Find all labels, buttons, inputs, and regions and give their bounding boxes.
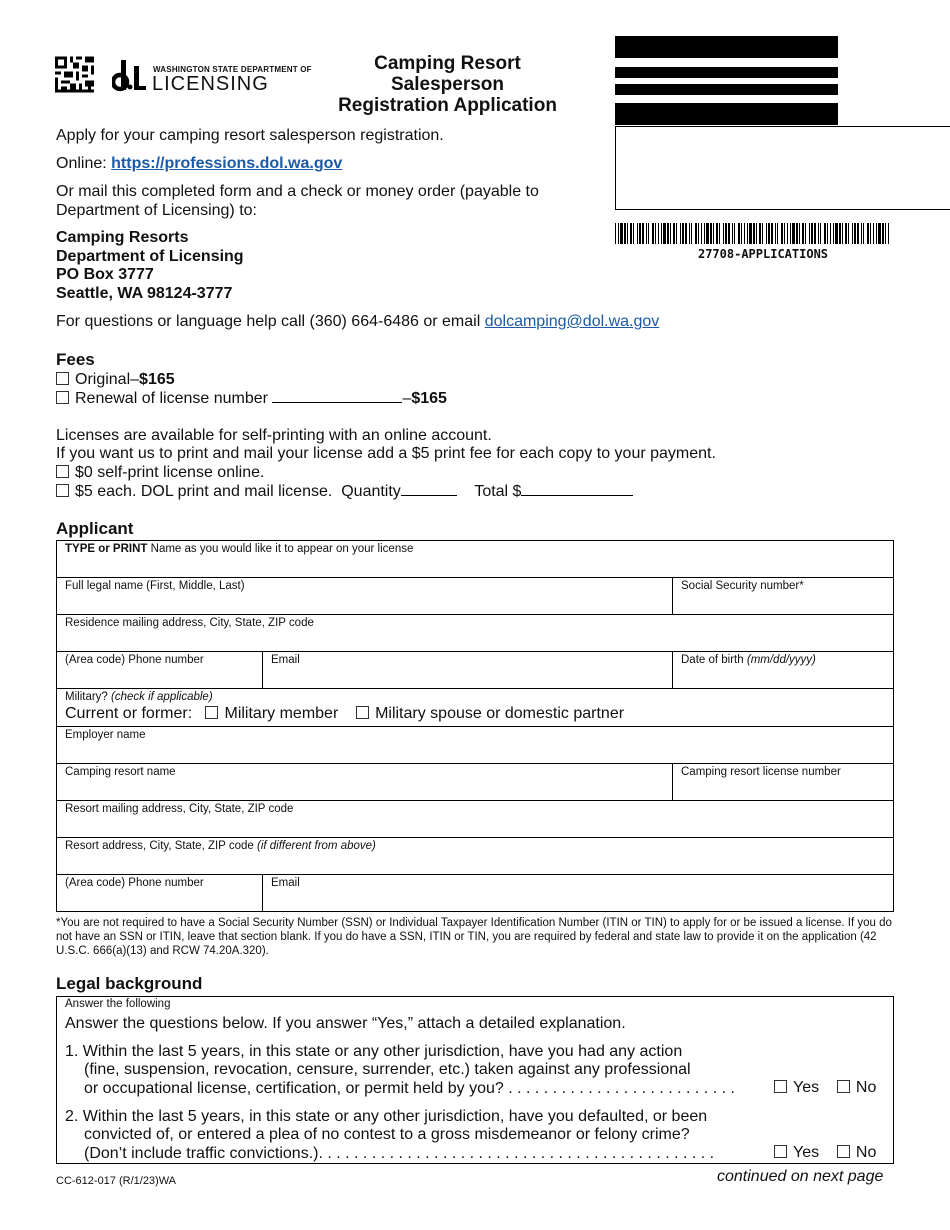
questions-line: For questions or language help call (360) 664-6486 or email dolcamping@dol.wa.gov (56, 313, 660, 330)
dob-field[interactable]: Date of birth (mm/dd/yyyy) (672, 652, 893, 688)
resort-phone-field[interactable]: (Area code) Phone number (65, 877, 204, 889)
email-field[interactable]: Email (262, 652, 672, 688)
form-number: CC-612-017 (R/1/23)WA (56, 1175, 177, 1187)
resort-email-field[interactable]: Email (262, 875, 893, 911)
datamatrix-code-icon (55, 56, 94, 93)
military-field: Military? (check if applicable) Current or former: Military member Military spouse or domestic partner (65, 691, 625, 722)
question-1-line-1: 1. Within the last 5 years, in this state or any other jurisdiction, have you had any action (65, 1043, 683, 1060)
ssn-field[interactable]: Social Security number* (672, 578, 893, 614)
print-note-1: Licenses are available for self-printing with an online account. (56, 427, 492, 444)
q2-yes-checkbox[interactable] (774, 1145, 787, 1158)
fees-heading: Fees (56, 350, 95, 369)
office-use-bar (615, 84, 838, 95)
applicant-heading: Applicant (56, 519, 134, 538)
office-use-bar (615, 36, 838, 58)
dol-print-checkbox[interactable] (56, 484, 69, 497)
legal-instructions: Answer the questions below. If you answer “Yes,” attach a detailed explanation. (65, 1015, 626, 1032)
original-checkbox[interactable] (56, 372, 69, 385)
dept-name-small: WASHINGTON STATE DEPARTMENT OF (153, 65, 312, 74)
q2-no-checkbox[interactable] (837, 1145, 850, 1158)
resort-name-field[interactable]: Camping resort name (65, 766, 176, 778)
dol-logo-icon (112, 60, 148, 94)
print-note-2: If you want us to print and mail your license add a $5 print fee for each copy to your payment. (56, 445, 716, 462)
resort-mailing-field[interactable]: Resort mailing address, City, State, ZIP code (65, 803, 294, 815)
resort-address-row (57, 838, 893, 875)
fee-renewal: Renewal of license number –$165 (56, 389, 447, 408)
barcode-label: 27708-APPLICATIONS (697, 247, 829, 261)
mailing-address: Camping Resorts Department of Licensing PO Box 3777 Seattle, WA 98124-3777 (56, 229, 244, 302)
question-1-line-3: or occupational license, certification, or permit held by you? . . . . . . . . . . . . . . . . . . . . . . . . . . (84, 1080, 735, 1097)
apply-text: Apply for your camping resort salesperson registration. (56, 127, 444, 144)
resort-contact-row (57, 875, 893, 912)
legal-heading: Legal background (56, 974, 203, 993)
military-row (57, 689, 893, 727)
renewal-checkbox[interactable] (56, 391, 69, 404)
quantity-field[interactable] (401, 482, 457, 496)
dol-print-option: $5 each. DOL print and mail license. Quantity Total $ (56, 482, 633, 501)
self-print-option: $0 self-print license online. (56, 463, 264, 482)
online-url-link[interactable]: https://professions.dol.wa.gov (111, 155, 343, 172)
question-2-line-1: 2. Within the last 5 years, in this state or any other jurisdiction, have you defaulted, or been (65, 1108, 708, 1125)
total-field[interactable] (521, 482, 633, 496)
contact-row (57, 652, 893, 689)
resort-license-field[interactable]: Camping resort license number (672, 764, 893, 800)
question-2-line-2: convicted of, or entered a plea of no contest to a gross misdemeanor or felony crime? (84, 1126, 690, 1143)
barcode-icon (615, 223, 889, 244)
office-use-bar (615, 103, 838, 125)
residence-row (57, 615, 893, 652)
fee-original: Original–$165 (56, 370, 175, 389)
residence-address-field[interactable]: Residence mailing address, City, State, ZIP code (65, 617, 314, 629)
mail-text-2: Department of Licensing) to: (56, 202, 257, 219)
online-line: Online: https://professions.dol.wa.gov (56, 155, 343, 172)
question-2-answers: Yes No (774, 1144, 876, 1162)
full-name-field[interactable]: Full legal name (First, Middle, Last) (65, 580, 245, 592)
form-title: Camping Resort Salesperson Registration Application (338, 53, 557, 116)
q1-yes-checkbox[interactable] (774, 1080, 787, 1093)
email-link[interactable]: dolcamping@dol.wa.gov (484, 313, 660, 330)
legal-small-label: Answer the following (65, 998, 171, 1010)
self-print-checkbox[interactable] (56, 465, 69, 478)
phone-field[interactable]: (Area code) Phone number (65, 654, 204, 666)
q1-no-checkbox[interactable] (837, 1080, 850, 1093)
question-1-answers: Yes No (774, 1079, 876, 1097)
military-spouse-checkbox[interactable] (356, 706, 369, 719)
dept-name-large: LICENSING (152, 73, 269, 95)
legal-box (56, 996, 894, 1164)
resort-row (57, 764, 893, 801)
license-name-row[interactable] (57, 541, 893, 578)
question-2-line-3: (Don’t include traffic convictions.). . . . . . . . . . . . . . . . . . . . . . . . . . . . . . . . . . . . . . . . . . . . . (84, 1145, 715, 1162)
license-name-field[interactable]: TYPE or PRINT Name as you would like it to appear on your license (65, 543, 414, 555)
office-use-box (615, 126, 950, 210)
legal-name-row (57, 578, 893, 615)
renewal-license-number-field[interactable] (272, 389, 402, 403)
continued-note: continued on next page (717, 1168, 884, 1185)
employer-row (57, 727, 893, 764)
employer-field[interactable]: Employer name (65, 729, 146, 741)
office-use-bar (615, 67, 838, 78)
question-1-line-2: (fine, suspension, revocation, censure, surrender, etc.) taken against any professional (84, 1061, 691, 1078)
resort-mailing-row (57, 801, 893, 838)
ssn-footnote: *You are not required to have a Social Security Number (SSN) or Individual Taxpayer Identification Number (ITIN or TIN) to apply for or be issued a license. If you do not have an SSN or ITIN, leave that section blank. If you do have a SSN, ITIN or TIN, you are required by federal and state law to provide it on the application (42 U.S.C. 666(a)(13) and RCW 74.20A.320). (56, 917, 892, 957)
applicant-table (56, 540, 894, 912)
resort-address-field[interactable]: Resort address, City, State, ZIP code (if different from above) (65, 840, 376, 852)
mail-text-1: Or mail this completed form and a check or money order (payable to (56, 183, 539, 200)
military-member-checkbox[interactable] (205, 706, 218, 719)
